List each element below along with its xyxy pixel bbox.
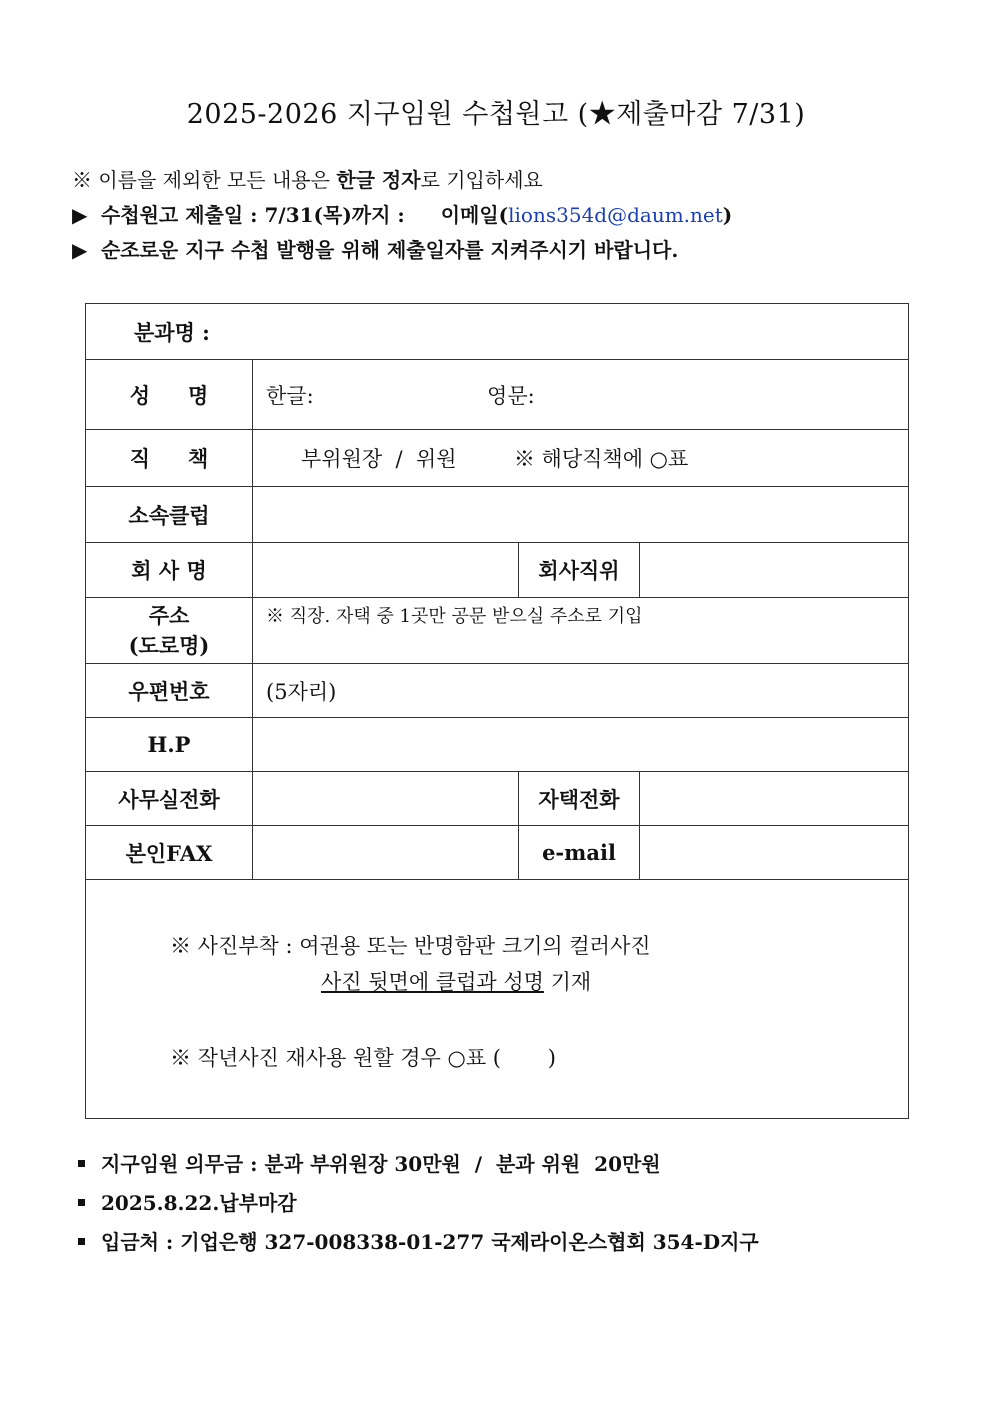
name-english-label: 영문: xyxy=(487,383,535,408)
registration-form-table xyxy=(85,303,909,1119)
position-note: ※ 해당직책에 ○표 xyxy=(513,447,689,471)
division-row xyxy=(86,304,909,360)
photo-reuse-instruction: ※ 작년사진 재사용 원할 경우 ○표 ( ) xyxy=(170,1046,556,1070)
email-label: e-mail xyxy=(519,826,640,880)
note-3-text: 순조로운 지구 수첩 발행을 위해 제출일자를 지켜주시기 바랍니다. xyxy=(100,238,679,262)
address-row xyxy=(86,598,909,664)
email-field[interactable] xyxy=(640,826,909,880)
photo-instruction-2: 사진 뒷면에 클럽과 성명 기재 xyxy=(321,970,592,994)
square-bullet-icon xyxy=(78,1199,85,1206)
company-label: 회 사 명 xyxy=(86,543,253,598)
name-row xyxy=(86,360,909,430)
division-field[interactable]: 분과명 : xyxy=(86,304,909,360)
note-2-label: 수첩원고 제출일 : 7/31(목)까지 : xyxy=(100,203,405,227)
hp-row xyxy=(86,718,909,772)
page-title: 2025-2026 지구임원 수첩원고 (★제출마감 7/31) xyxy=(186,99,806,130)
company-field[interactable] xyxy=(253,543,519,598)
payment-info xyxy=(78,1148,958,1265)
address-label: 주소 (도로명) xyxy=(86,598,253,664)
square-bullet-icon xyxy=(78,1160,85,1167)
position-field[interactable] xyxy=(253,430,909,487)
club-field[interactable] xyxy=(253,487,909,543)
note-2-email-suffix: ) xyxy=(722,203,733,227)
fax-label: 본인FAX xyxy=(86,826,253,880)
hp-label: H.P xyxy=(86,718,253,772)
office-phone-field[interactable] xyxy=(253,772,519,826)
instructions xyxy=(72,166,932,271)
note-1 xyxy=(72,166,932,201)
club-row xyxy=(86,487,909,543)
club-label: 소속클럽 xyxy=(86,487,253,543)
note-1-prefix: ※ 이름을 제외한 모든 내용은 xyxy=(72,168,337,192)
photo-instruction-1: ※ 사진부착 : 여권용 또는 반명함판 크기의 컬러사진 xyxy=(170,934,651,958)
phone-row xyxy=(86,772,909,826)
home-phone-field[interactable] xyxy=(640,772,909,826)
footer-line-2: 2025.8.22.납부마감 xyxy=(78,1187,958,1226)
footer-line-1: 지구임원 의무금 : 분과 부위원장 30만원 / 분과 위원 20만원 xyxy=(78,1148,958,1187)
note-1-suffix: 로 기입하세요 xyxy=(420,168,543,192)
company-position-field[interactable] xyxy=(640,543,909,598)
photo-attach-area[interactable] xyxy=(86,880,909,1119)
zip-hint: (5자리) xyxy=(266,679,337,704)
note-2-email-prefix: 이메일( xyxy=(440,203,509,227)
footer-line-3: 입금처 : 기업은행 327-008338-01-277 국제라이온스협회 354-D지구 xyxy=(78,1226,958,1265)
photo-row xyxy=(86,880,909,1119)
address-note: ※ 직장. 자택 중 1곳만 공문 받으실 주소로 기입 xyxy=(266,606,643,627)
note-1-emphasis: 한글 정자 xyxy=(336,168,421,192)
home-phone-label: 자택전화 xyxy=(519,772,640,826)
name-korean-label: 한글: xyxy=(266,383,314,408)
name-field[interactable] xyxy=(253,360,909,430)
fax-row xyxy=(86,826,909,880)
note-3 xyxy=(72,236,932,271)
hp-field[interactable] xyxy=(253,718,909,772)
company-position-label: 회사직위 xyxy=(519,543,640,598)
fax-field[interactable] xyxy=(253,826,519,880)
name-label: 성명 xyxy=(86,360,253,430)
zip-label: 우편번호 xyxy=(86,664,253,718)
note-2 xyxy=(72,201,932,236)
zip-row xyxy=(86,664,909,718)
position-options: 부위원장 / 위원 xyxy=(301,447,457,471)
position-row xyxy=(86,430,909,487)
address-field[interactable] xyxy=(253,598,909,664)
triangle-marker-icon: ▶ xyxy=(72,238,88,262)
triangle-marker-icon: ▶ xyxy=(72,203,88,227)
office-phone-label: 사무실전화 xyxy=(86,772,253,826)
position-label: 직책 xyxy=(86,430,253,487)
company-row xyxy=(86,543,909,598)
submission-email-link[interactable]: lions354d@daum.net xyxy=(508,203,723,227)
zip-field[interactable] xyxy=(253,664,909,718)
square-bullet-icon xyxy=(78,1238,85,1245)
